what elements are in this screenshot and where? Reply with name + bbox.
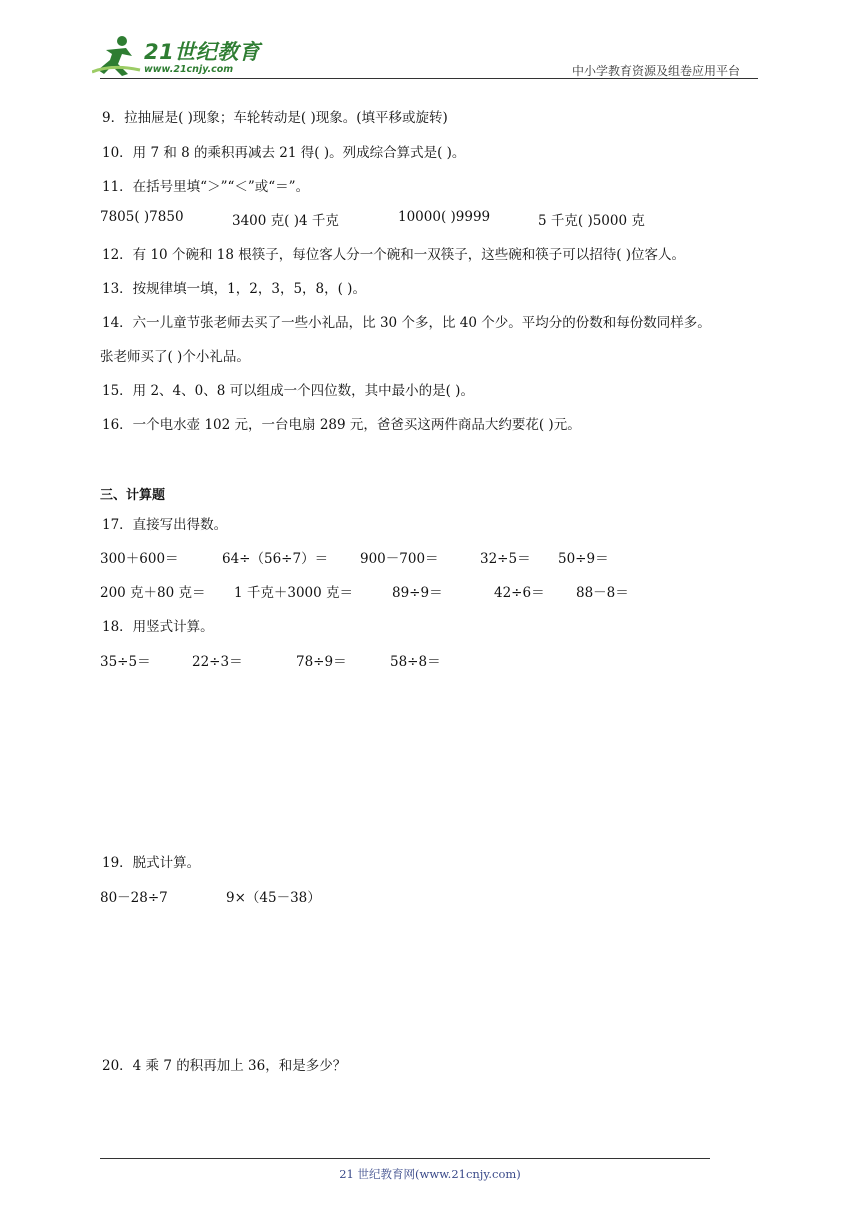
logo-url: www.21cnjy.com <box>144 64 234 75</box>
q17-item: 32÷5＝ <box>480 551 531 567</box>
q17-item: 88－8＝ <box>576 585 629 601</box>
q19-item: 9×（45－38） <box>226 890 321 906</box>
q11-item-1: 7805( )7850 <box>100 209 184 225</box>
question-10: 10．用 7 和 8 的乘积再减去 21 得( )。列成综合算式是( )。 <box>102 145 466 161</box>
site-logo <box>92 34 262 78</box>
question-14-continued: 张老师买了( )个小礼品。 <box>100 349 250 365</box>
q18-item: 78÷9＝ <box>296 654 347 670</box>
question-20: 20．4 乘 7 的积再加上 36，和是多少？ <box>102 1058 347 1074</box>
question-16: 16．一个电水壶 102 元，一台电扇 289 元，爸爸买这两件商品大约要花( )元。 <box>102 417 581 433</box>
question-13: 13．按规律填一填，1，2，3，5，8，( )。 <box>102 281 366 297</box>
header-divider <box>100 78 758 79</box>
question-14: 14．六一儿童节张老师去买了一些小礼品，比 30 个多，比 40 个少。平均分的份数和每份数同样多。 <box>102 315 711 331</box>
q11-item-2: 3400 克( )4 千克 <box>232 213 339 229</box>
logo-text: 21世纪教育 <box>144 40 261 64</box>
footer-text: 21 世纪教育网(www.21cnjy.com) <box>339 1167 521 1181</box>
q17-item: 1 千克＋3000 克＝ <box>234 585 354 601</box>
q17-item: 900－700＝ <box>360 551 439 567</box>
q17-item: 300＋600＝ <box>100 551 179 567</box>
question-9: 9．拉抽屉是( )现象；车轮转动是( )现象。(填平移或旋转) <box>102 110 448 126</box>
section-heading-calculation: 三、计算题 <box>100 488 166 503</box>
q18-item: 35÷5＝ <box>100 654 151 670</box>
footer-divider <box>100 1158 710 1159</box>
q18-item: 58÷8＝ <box>390 654 441 670</box>
q17-item: 89÷9＝ <box>392 585 443 601</box>
question-18: 18．用竖式计算。 <box>102 619 214 635</box>
q17-item: 50÷9＝ <box>558 551 609 567</box>
question-12: 12．有 10 个碗和 18 根筷子，每位客人分一个碗和一双筷子，这些碗和筷子可以招待( )位客人。 <box>102 247 686 263</box>
q11-item-3: 10000( )9999 <box>398 209 491 225</box>
q18-item: 22÷3＝ <box>192 654 243 670</box>
question-19: 19．脱式计算。 <box>102 855 201 871</box>
question-15: 15．用 2、4、0、8 可以组成一个四位数，其中最小的是( )。 <box>102 383 474 399</box>
question-17: 17．直接写出得数。 <box>102 517 228 533</box>
question-11: 11．在括号里填“＞”“＜”或“＝”。 <box>102 179 310 195</box>
platform-name: 中小学教育资源及组卷应用平台 <box>572 64 741 78</box>
q17-item: 200 克＋80 克＝ <box>100 585 206 601</box>
runner-logo-icon <box>92 34 142 78</box>
q17-item: 42÷6＝ <box>494 585 545 601</box>
q11-item-4: 5 千克( )5000 克 <box>538 213 645 229</box>
q17-item: 64÷（56÷7）＝ <box>222 551 329 567</box>
q19-item: 80－28÷7 <box>100 890 168 906</box>
